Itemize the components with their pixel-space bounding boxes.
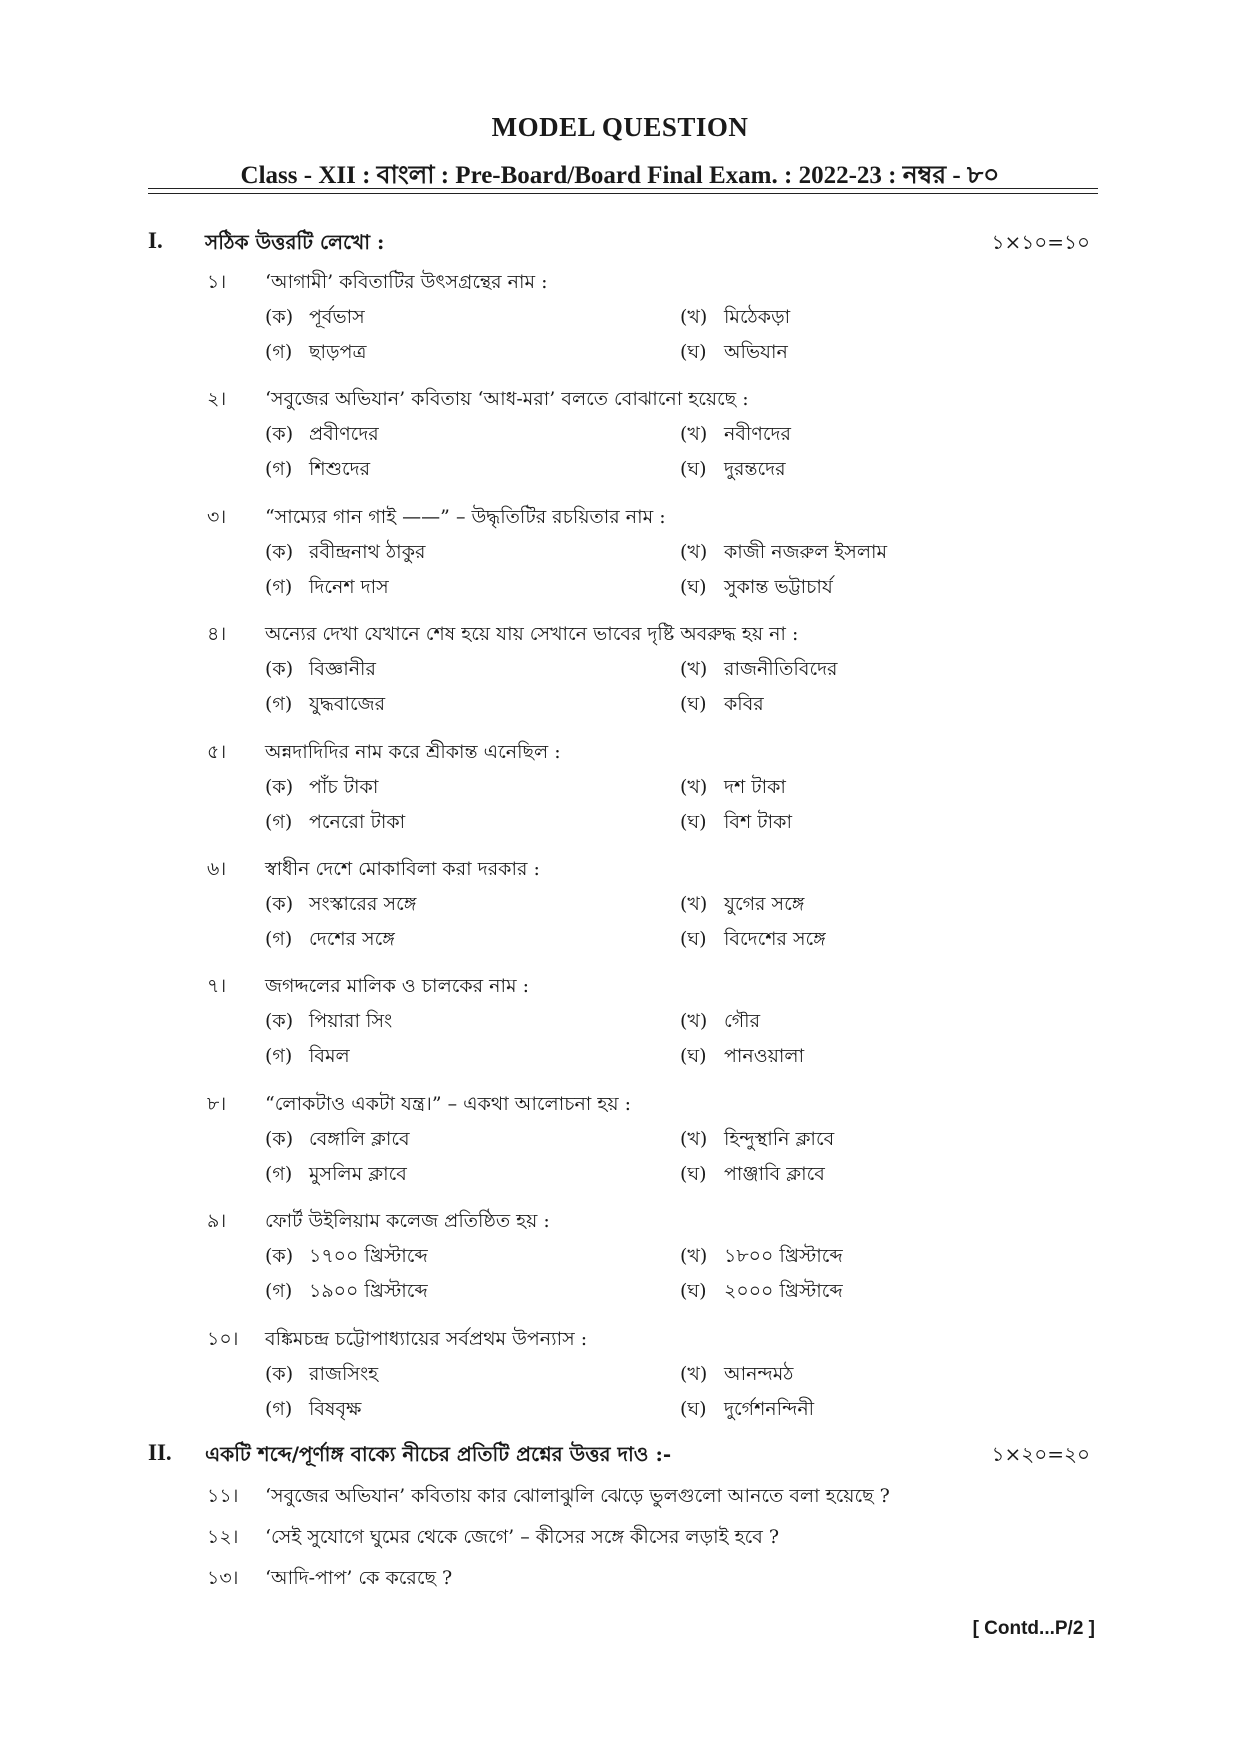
- section-number: I.: [148, 228, 163, 253]
- option-text: বিষবৃক্ষ: [309, 1398, 362, 1420]
- option-text: প্রবীণদের: [309, 423, 379, 445]
- option-label: (খ): [680, 541, 708, 563]
- option-text: রাজসিংহ: [309, 1363, 379, 1385]
- header-rule: [148, 188, 1098, 189]
- option: [265, 1007, 392, 1039]
- option-text: ছাড়পত্র: [309, 341, 367, 363]
- option-label: (ঘ): [680, 458, 707, 480]
- option-label: (ঘ): [680, 1163, 707, 1185]
- option-text: বিমল: [309, 1045, 350, 1067]
- option-text: ১৭০০ খ্রিস্টাব্দে: [309, 1245, 428, 1267]
- option-text: পনেরো টাকা: [309, 811, 406, 833]
- question-text: ‘সেই সুযোগে ঘুমের থেকে জেগে’ – কীসের সঙ্গে কীসের লড়াই হবে ?: [265, 1526, 780, 1548]
- option-label: (ক): [265, 541, 294, 563]
- option-text: বেঙ্গালি ক্লাবে: [309, 1128, 410, 1150]
- option: [680, 420, 791, 452]
- continued-note: [ Contd...P/2 ]: [972, 1618, 1095, 1639]
- option: [680, 925, 826, 957]
- section-marks: ১×২০=২০: [991, 1442, 1090, 1466]
- option-text: বিশ টাকা: [724, 811, 792, 833]
- option-label: (গ): [265, 576, 293, 598]
- option-label: (গ): [265, 341, 293, 363]
- option-text: মুসলিম ক্লাবে: [309, 1163, 407, 1185]
- option: [265, 338, 366, 370]
- option-text: ১৮০০ খ্রিস্টাব্দে: [724, 1245, 843, 1267]
- option: [265, 538, 425, 570]
- option: [680, 538, 887, 570]
- option: [680, 690, 764, 722]
- option-label: (গ): [265, 693, 293, 715]
- option-text: যুগের সঙ্গে: [724, 893, 805, 915]
- question-number: ১০।: [207, 1328, 239, 1350]
- option-text: পূর্বভাস: [309, 306, 365, 328]
- option: [265, 1042, 350, 1074]
- option-label: (ক): [265, 1363, 294, 1385]
- option: [680, 1125, 834, 1157]
- option-text: দেশের সঙ্গে: [309, 928, 395, 950]
- option-text: দশ টাকা: [724, 776, 786, 798]
- option-label: (গ): [265, 1163, 293, 1185]
- option: [680, 303, 790, 335]
- question-number: ১১।: [207, 1485, 239, 1507]
- option: [680, 573, 833, 605]
- option-text: মিঠেকড়া: [724, 306, 791, 328]
- option-label: (ক): [265, 658, 294, 680]
- option-label: (গ): [265, 1045, 293, 1067]
- option-label: (ক): [265, 776, 294, 798]
- option-text: নবীণদের: [724, 423, 791, 445]
- option: [680, 1042, 804, 1074]
- option-label: (খ): [680, 1363, 708, 1385]
- option-text: ২০০০ খ্রিস্টাব্দে: [724, 1280, 843, 1302]
- option-label: (ঘ): [680, 1398, 707, 1420]
- option: [265, 690, 385, 722]
- question-number: ২।: [207, 388, 227, 410]
- option-label: (ক): [265, 423, 294, 445]
- option: [680, 338, 788, 370]
- option-label: (ক): [265, 1010, 294, 1032]
- question-text: বঙ্কিমচন্দ্র চট্টোপাধ্যায়ের সর্বপ্রথম উপন্যাস :: [265, 1328, 588, 1350]
- option-label: (গ): [265, 928, 293, 950]
- option-label: (গ): [265, 458, 293, 480]
- option-text: বিদেশের সঙ্গে: [724, 928, 826, 950]
- option-label: (খ): [680, 1128, 708, 1150]
- option-text: ১৯০০ খ্রিস্টাব্দে: [309, 1280, 428, 1302]
- option-label: (গ): [265, 811, 293, 833]
- option-text: পানওয়ালা: [724, 1045, 805, 1067]
- option-label: (ঘ): [680, 341, 707, 363]
- question-text: ‘সবুজের অভিযান’ কবিতায় ‘আধ-মরা’ বলতে বোঝানো হয়েছে :: [265, 388, 749, 410]
- option-label: (ক): [265, 1128, 294, 1150]
- option-text: হিন্দুস্থানি ক্লাবে: [724, 1128, 835, 1150]
- option: [680, 773, 786, 805]
- question-number: ৯।: [207, 1210, 227, 1232]
- option-label: (ঘ): [680, 693, 707, 715]
- question-text: ফোর্ট উইলিয়াম কলেজ প্রতিষ্ঠিত হয় :: [265, 1210, 550, 1232]
- option-text: পাঁচ টাকা: [309, 776, 379, 798]
- question-number: ১৩।: [207, 1567, 239, 1589]
- option-text: দিনেশ দাস: [309, 576, 389, 598]
- question-text: অন্নদাদিদির নাম করে শ্রীকান্ত এনেছিল :: [265, 741, 561, 763]
- option: [680, 1160, 825, 1192]
- option: [680, 1395, 814, 1427]
- option-label: (ক): [265, 893, 294, 915]
- section-title: সঠিক উত্তরটি লেখো :: [205, 230, 385, 254]
- option-text: যুদ্ধবাজের: [309, 693, 386, 715]
- question-text: “লোকটাও একটা যন্ত্র।” – একথা আলোচনা হয় :: [265, 1093, 631, 1115]
- question-number: ১।: [207, 271, 227, 293]
- section-number: II.: [148, 1440, 172, 1465]
- question-number: ৪।: [207, 623, 227, 645]
- option-text: রাজনীতিবিদের: [724, 658, 838, 680]
- option-text: পাঞ্জাবি ক্লাবে: [724, 1163, 825, 1185]
- option-label: (গ): [265, 1398, 293, 1420]
- option: [680, 808, 792, 840]
- option: [265, 655, 376, 687]
- section-title: একটি শব্দে/পূর্ণাঙ্গ বাক্যে নীচের প্রতিটি প্রশ্নের উত্তর দাও :-: [205, 1442, 672, 1466]
- option-text: আনন্দমঠ: [724, 1363, 794, 1385]
- option: [265, 303, 365, 335]
- option-label: (ক): [265, 1245, 294, 1267]
- option-label: (ঘ): [680, 1280, 707, 1302]
- option-label: (খ): [680, 893, 708, 915]
- option: [265, 455, 370, 487]
- question-number: ৩।: [207, 506, 227, 528]
- option-text: দুর্গেশনন্দিনী: [724, 1398, 815, 1420]
- option: [265, 1125, 410, 1157]
- option-text: দুরন্তদের: [724, 458, 786, 480]
- question-text: জগদ্দলের মালিক ও চালকের নাম :: [265, 975, 529, 997]
- option-label: (খ): [680, 658, 708, 680]
- question-number: ৭।: [207, 975, 227, 997]
- option-label: (ক): [265, 306, 294, 328]
- option: [265, 925, 395, 957]
- option-text: কাজী নজরুল ইসলাম: [724, 541, 888, 563]
- option: [265, 773, 378, 805]
- option-text: সুকান্ত ভট্টাচার্য: [724, 576, 833, 598]
- option: [265, 573, 389, 605]
- option: [680, 1007, 760, 1039]
- option-label: (ঘ): [680, 1045, 707, 1067]
- question-text: ‘আগামী’ কবিতাটির উৎসগ্রন্থের নাম :: [265, 271, 548, 293]
- option: [265, 1360, 378, 1392]
- question-text: “সাম্যের গান গাই ——” – উদ্ধৃতিটির রচয়িতার নাম :: [265, 506, 666, 528]
- option-label: (ঘ): [680, 928, 707, 950]
- option-label: (খ): [680, 423, 708, 445]
- option: [680, 1242, 843, 1274]
- option-text: কবির: [724, 693, 764, 715]
- option-label: (খ): [680, 776, 708, 798]
- question-text: ‘আদি-পাপ’ কে করেছে ?: [265, 1567, 453, 1589]
- question-number: ৫।: [207, 741, 227, 763]
- question-text: স্বাধীন দেশে মোকাবিলা করা দরকার :: [265, 858, 540, 880]
- option-label: (গ): [265, 1280, 293, 1302]
- option: [265, 1160, 407, 1192]
- option-text: শিশুদের: [309, 458, 371, 480]
- option-label: (ঘ): [680, 576, 707, 598]
- option: [265, 808, 405, 840]
- option-text: সংস্কারের সঙ্গে: [309, 893, 417, 915]
- option-label: (খ): [680, 1010, 708, 1032]
- option: [265, 1242, 428, 1274]
- option-text: গৌর: [724, 1010, 761, 1032]
- option-text: পিয়ারা সিং: [309, 1010, 393, 1032]
- header-rule: [148, 193, 1098, 194]
- question-text: ‘সবুজের অভিযান’ কবিতায় কার ঝোলাঝুলি ঝেড়ে ভুলগুলো আনতে বলা হয়েছে ?: [265, 1485, 890, 1507]
- option: [265, 420, 379, 452]
- option-text: রবীন্দ্রনাথ ঠাকুর: [309, 541, 426, 563]
- option: [265, 1395, 361, 1427]
- option: [265, 890, 416, 922]
- option: [680, 455, 786, 487]
- option-text: অভিযান: [724, 341, 788, 363]
- option-text: বিজ্ঞানীর: [309, 658, 376, 680]
- question-number: ৮।: [207, 1093, 227, 1115]
- question-text: অন্যের দেখা যেখানে শেষ হয়ে যায় সেখানে ভাবের দৃষ্টি অবরুদ্ধ হয় না :: [265, 623, 799, 645]
- question-number: ১২।: [207, 1526, 239, 1548]
- option-label: (ঘ): [680, 811, 707, 833]
- option: [680, 1360, 793, 1392]
- page-title: MODEL QUESTION: [491, 112, 749, 142]
- option: [680, 1277, 843, 1309]
- question-number: ৬।: [207, 858, 227, 880]
- option-label: (খ): [680, 306, 708, 328]
- section-marks: ১×১০=১০: [991, 230, 1090, 254]
- option: [680, 890, 804, 922]
- option: [265, 1277, 428, 1309]
- option-label: (খ): [680, 1245, 708, 1267]
- option: [680, 655, 838, 687]
- page-subtitle: Class - XII : বাংলা : Pre-Board/Board Final Exam. : 2022-23 : নম্বর - ৮০: [240, 162, 1000, 189]
